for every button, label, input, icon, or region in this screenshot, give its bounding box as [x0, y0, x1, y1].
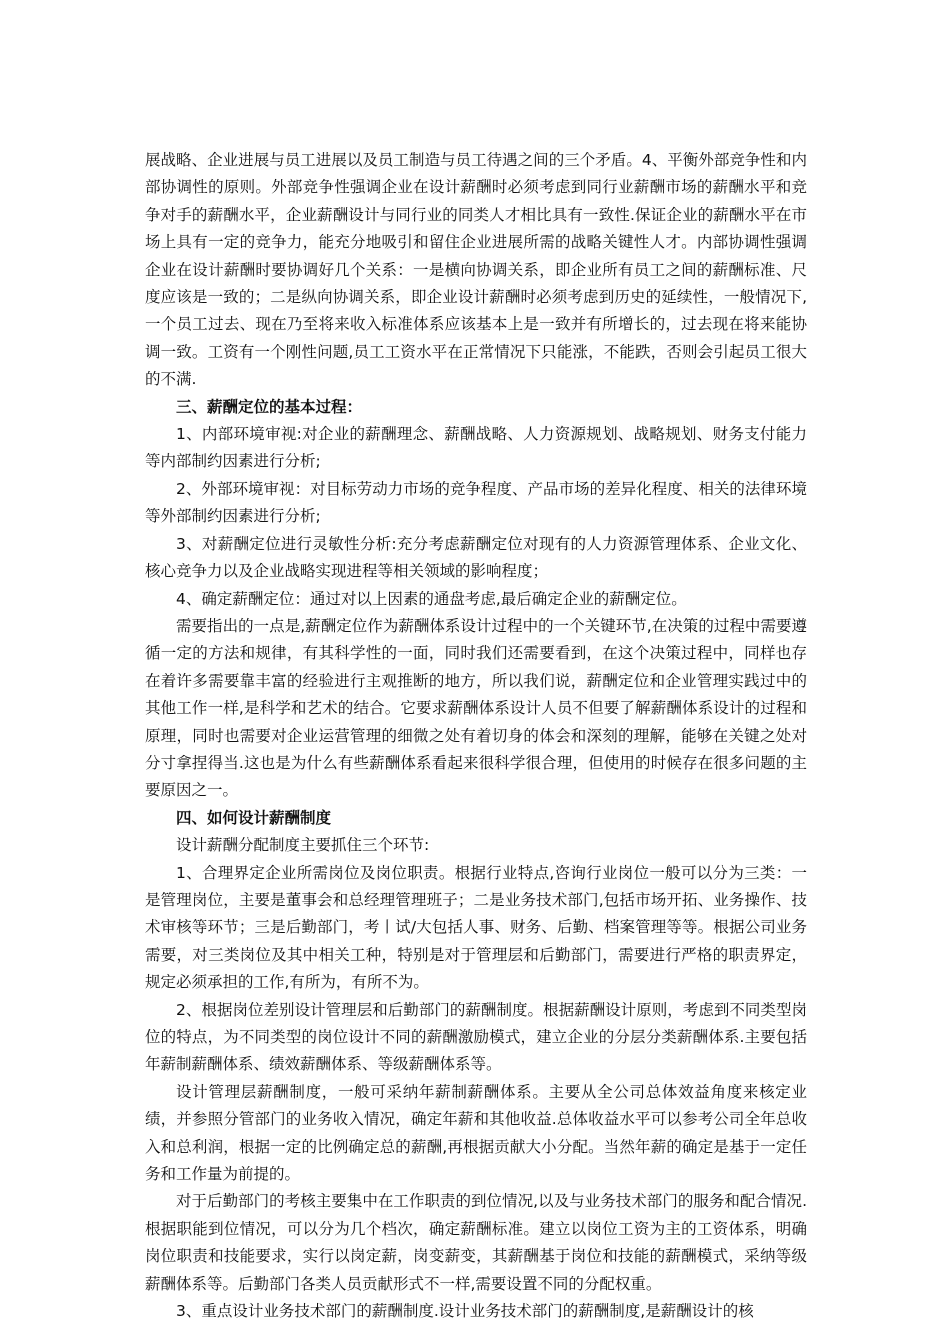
paragraph-body: 需要指出的一点是,薪酬定位作为薪酬体系设计过程中的一个关键环节,在决策的过程中需要遵循一定的方法和规律，有其科学性的一面，同时我们还需要看到，在这个决策过程中，同样也存在着许多需要靠丰富的经验进行主观推断的地方，所以我们说，薪酬定位和企业管理实践过中的其他工作一样,是科学和艺术的结合。它要求薪酬体系设计人员不但要了解薪酬体系设计的过程和原理，同时也需要对企业运营管理的细微之处有着切身的体会和深刻的理解，能够在关键之处对分寸拿捏得当.这也是为什么有些薪酬体系看起来很科学很合理，但使用的时候存在很多问题的主要原因之一。 — [145, 616, 807, 800]
paragraph-body: 设计薪酬分配制度主要抓住三个环节: — [176, 836, 430, 855]
paragraph-list-item: 1、合理界定企业所需岗位及岗位职责。根据行业特点,咨询行业岗位一般可以分为三类：一是管理岗位，主要是董事会和总经理管理班子；二是业务技术部门,包括市场开拓、业务操作、技术审核等环节；三是后勤部门，考丨试/大包括人事、财务、后勤、档案管理等等。根据公司业务需要，对三类岗位及其中相关工种，特别是对于管理层和后勤部门，需要进行严格的职责界定，规定必须承担的工作,有所为，有所不为。 — [145, 863, 807, 992]
paragraph-list-item: 3、重点设计业务技术部门的薪酬制度.设计业务技术部门的薪酬制度,是薪酬设计的核 — [176, 1302, 754, 1321]
paragraph-list-item: 4、确定薪酬定位：通过对以上因素的通盘考虑,最后确定企业的薪酬定位。 — [176, 589, 687, 608]
document-page — [145, 147, 807, 1325]
paragraph-body: 设计管理层薪酬制度，一般可采纳年薪制薪酬体系。主要从全公司总体效益角度来核定业绩，并参照分管部门的业务收入情况，确定年薪和其他收益.总体收益水平可以参考公司全年总收入和总利润，根据一定的比例确定总的薪酬,再根据贡献大小分配。当然年薪的确定是基于一定任务和工作量为前提的。 — [145, 1082, 807, 1184]
paragraph-body: 展战略、企业进展与员工进展以及员工制造与员工待遇之间的三个矛盾。4、平衡外部竞争性和内部协调性的原则。外部竞争性强调企业在设计薪酬时必须考虑到同行业薪酬市场的薪酬水平和竞争对手的薪酬水平，企业薪酬设计与同行业的同类人才相比具有一致性.保证企业的薪酬水平在市场上具有一定的竞争力，能充分地吸引和留住企业进展所需的战略关键性人才。内部协调性强调企业在设计薪酬时要协调好几个关系：一是横向协调关系，即企业所有员工之间的薪酬标准、尺度应该是一致的；二是纵向协调关系，即企业设计薪酬时必须考虑到历史的延续性，一般情况下,一个员工过去、现在乃至将来收入标准体系应该基本上是一致并有所增长的，过去现在将来能协调一致。工资有一个刚性问题,员工工资水平在正常情况下只能涨，不能跌，否则会引起员工很大的不满. — [145, 151, 807, 389]
section-heading-3: 三、薪酬定位的基本过程： — [176, 397, 363, 416]
paragraph-list-item: 3、对薪酬定位进行灵敏性分析:充分考虑薪酬定位对现有的人力资源管理体系、企业文化、核心竞争力以及企业战略实现进程等相关领域的影响程度； — [145, 534, 807, 581]
section-heading-4: 四、如何设计薪酬制度 — [176, 808, 332, 827]
paragraph-list-item: 2、根据岗位差别设计管理层和后勤部门的薪酬制度。根据薪酬设计原则，考虑到不同类型岗位的特点，为不同类型的岗位设计不同的薪酬激励模式，建立企业的分层分类薪酬体系.主要包括年薪制薪酬体系、绩效薪酬体系、等级薪酬体系等。 — [145, 1000, 807, 1074]
paragraph-body: 对于后勤部门的考核主要集中在工作职责的到位情况,以及与业务技术部门的服务和配合情况.根据职能到位情况，可以分为几个档次，确定薪酬标准。建立以岗位工资为主的工资体系，明确岗位职责和技能要求，实行以岗定薪，岗变薪变，其薪酬基于岗位和技能的薪酬模式，采纳等级薪酬体系等。后勤部门各类人员贡献形式不一样,需要设置不同的分配权重。 — [145, 1192, 807, 1293]
paragraph-list-item: 2、外部环境审视：对目标劳动力市场的竞争程度、产品市场的差异化程度、相关的法律环境等外部制约因素进行分析; — [145, 479, 807, 526]
paragraph-list-item: 1、内部环境审视:对企业的薪酬理念、薪酬战略、人力资源规划、战略规划、财务支付能力等内部制约因素进行分析; — [145, 425, 807, 471]
